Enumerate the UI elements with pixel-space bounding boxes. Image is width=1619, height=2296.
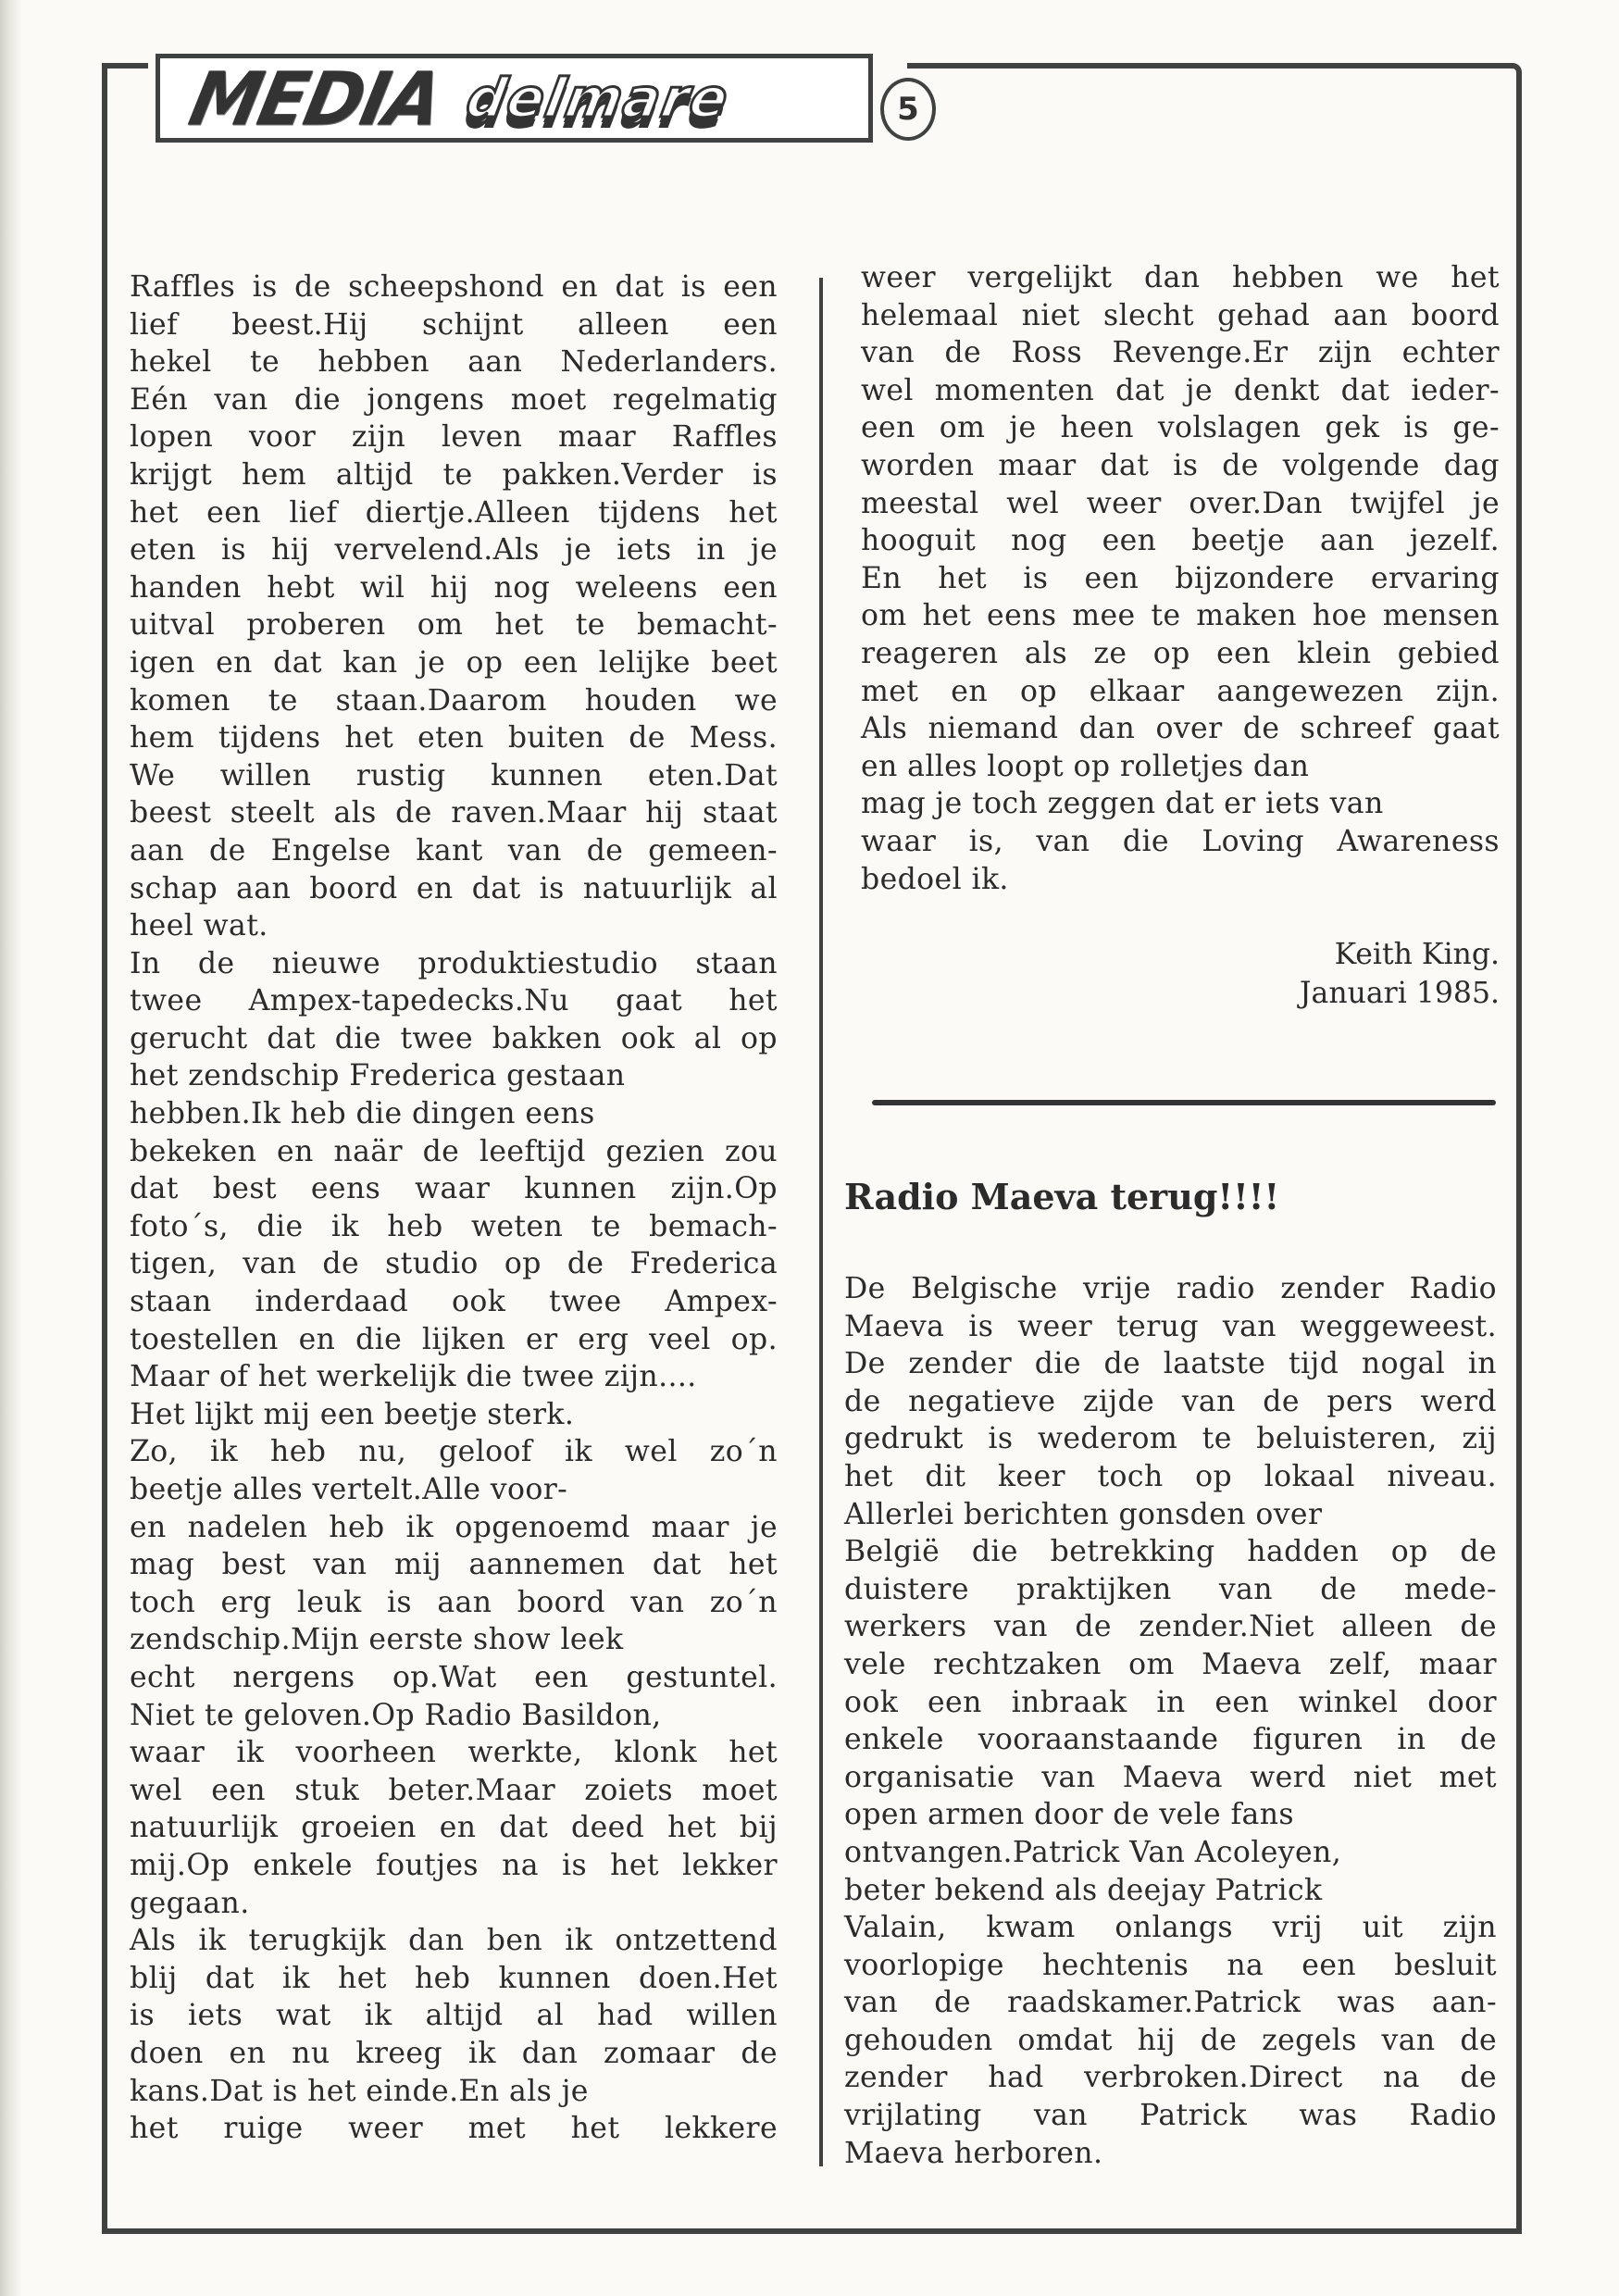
text-line: lief beest.Hij schijnt alleen een <box>130 307 778 342</box>
text-line: wel een stuk beter.Maar zoiets moet <box>130 1773 778 1807</box>
masthead-delmare-word: delmare <box>461 67 734 130</box>
text-line: kans.Dat is het einde.En als je <box>130 2074 589 2108</box>
article-right-column <box>861 259 1500 898</box>
text-line: worden maar dat is de volgende dag <box>861 448 1500 482</box>
text-line: het een lief diertje.Alleen tijdens het <box>130 495 778 530</box>
text-line: organisatie van Maeva werd niet met <box>844 1760 1497 1794</box>
text-line: toch erg leuk is aan boord van zo´n <box>130 1585 778 1619</box>
text-line: enkele vooraanstaande figuren in de <box>844 1723 1497 1757</box>
text-line: zendschip.Mijn eerste show leek <box>130 1623 624 1657</box>
text-line: en nadelen heb ik opgenoemd maar je <box>130 1510 778 1544</box>
page-number-badge <box>880 78 936 141</box>
text-line: Eén van die jongens moet regelmatig <box>130 382 778 417</box>
text-line: Als niemand dan over de schreef gaat <box>861 712 1500 746</box>
text-line: Maeva herboren. <box>844 2136 1103 2170</box>
text-line: het dit keer toch op lokaal niveau. <box>844 1459 1497 1493</box>
text-line: staan inderdaad ook twee Ampex- <box>130 1285 778 1319</box>
text-line: gehouden omdat hij de zegels van de <box>844 2023 1497 2057</box>
text-line: bedoel ik. <box>861 862 1009 896</box>
text-line: beter bekend als deejay Patrick <box>844 1873 1323 1907</box>
text-line: vrijlating van Patrick was Radio <box>844 2099 1497 2133</box>
text-line: hooguit nog een beetje aan jezelf. <box>861 524 1500 558</box>
text-line: komen te staan.Daarom houden we <box>130 683 778 718</box>
text-line: toestellen en die lijken er erg veel op. <box>130 1322 778 1356</box>
text-line: aan de Engelse kant van de gemeen- <box>130 833 778 867</box>
text-line: dat best eens waar kunnen zijn.Op <box>130 1172 778 1206</box>
text-line: lopen voor zijn leven maar Raffles <box>130 420 778 455</box>
text-line: het ruige weer met het lekkere <box>130 2112 778 2146</box>
text-line: Valain, kwam onlangs vrij uit zijn <box>844 1911 1497 1945</box>
book-binding-edge <box>0 0 22 2296</box>
text-line: mag je toch zeggen dat er iets van <box>861 787 1384 821</box>
text-line: In de nieuwe produktiestudio staan <box>130 946 778 980</box>
text-line: helemaal niet slecht gehad aan boord <box>861 298 1500 332</box>
text-line: het zendschip Frederica gestaan <box>130 1059 626 1093</box>
text-line: En het is een bijzondere ervaring <box>861 561 1500 595</box>
text-line: igen en dat kan je op een lelijke beet <box>130 645 778 680</box>
text-line: heel wat. <box>130 909 268 943</box>
masthead-logo <box>156 54 873 143</box>
text-line: waar is, van die Loving Awareness <box>861 824 1500 858</box>
text-line: eten is hij vervelend.Als je iets in je <box>130 533 778 568</box>
text-line: vele rechtzaken om Maeva zelf, maar <box>844 1647 1497 1681</box>
text-line: blij dat ik het heb kunnen doen.Het <box>130 1961 778 1995</box>
text-line: wel momenten dat je denkt dat ieder- <box>861 373 1500 407</box>
text-line: handen hebt wil hij nog weleens een <box>130 570 778 605</box>
article-heading: Radio Maeva terug!!!! <box>844 1176 1280 1217</box>
maeva-article-body <box>844 1270 1497 2172</box>
text-line: hekel te hebben aan Nederlanders. <box>130 345 778 380</box>
text-line: ontvangen.Patrick Van Acoleyen, <box>844 1835 1342 1869</box>
text-line: werkers van de zender.Niet alleen de <box>844 1610 1497 1644</box>
text-line: Maeva is weer terug van weggeweest. <box>844 1309 1497 1343</box>
text-line: beetje alles vertelt.Alle voor- <box>130 1473 568 1506</box>
text-line: waar ik voorheen werkte, klonk het <box>130 1736 778 1770</box>
text-line: Als ik terugkijk dan ben ik ontzettend <box>130 1924 778 1958</box>
text-line: reageren als ze op een klein gebied <box>861 636 1500 670</box>
section-divider-rule <box>872 1100 1496 1105</box>
article-signature <box>861 935 1500 1013</box>
text-line: mij.Op enkele foutjes na is het lekker <box>130 1848 778 1882</box>
text-line: gerucht dat die twee bakken ook al op <box>130 1021 778 1055</box>
text-line: mag best van mij aannemen dat het <box>130 1548 778 1582</box>
text-line: Niet te geloven.Op Radio Basildon, <box>130 1698 662 1732</box>
text-line: doen en nu kreeg ik dan zomaar de <box>130 2036 778 2070</box>
text-line: een om je heen volslagen gek is ge- <box>861 411 1500 445</box>
signature-author: Keith King. <box>1334 938 1500 971</box>
text-line: ook een inbraak in een winkel door <box>844 1685 1497 1719</box>
text-line: echt nergens op.Wat een gestuntel. <box>130 1660 778 1694</box>
text-line: Allerlei berichten gonsden over <box>844 1497 1323 1531</box>
text-line: meestal wel weer over.Dan twijfel je <box>861 486 1500 520</box>
article-left-column <box>130 268 778 2148</box>
text-line: België die betrekking hadden op de <box>844 1535 1497 1569</box>
text-line: krijgt hem altijd te pakken.Verder is <box>130 457 778 492</box>
text-line: de negatieve zijde van de pers werd <box>844 1384 1497 1418</box>
signature-date: Januari 1985. <box>1299 977 1500 1010</box>
text-line: twee Ampex-tapedecks.Nu gaat het <box>130 984 778 1018</box>
text-line: om het eens mee te maken hoe mensen <box>861 599 1500 633</box>
text-line: De Belgische vrije radio zender Radio <box>844 1272 1497 1305</box>
column-divider <box>819 278 823 2166</box>
text-line: gegaan. <box>130 1886 250 1920</box>
page-number: 5 <box>897 91 919 128</box>
text-line: uitval proberen om het te bemacht- <box>130 608 778 643</box>
text-line: duistere praktijken van de mede- <box>844 1572 1497 1606</box>
text-line: Raffles is de scheepshond en dat is een <box>130 270 778 304</box>
masthead-media-word: MEDIA <box>182 55 449 142</box>
text-line: De zender die de laatste tijd nogal in <box>844 1347 1497 1381</box>
text-line: zender had verbroken.Direct na de <box>844 2061 1497 2095</box>
text-line: hebben.Ik heb die dingen eens <box>130 1097 595 1131</box>
text-line: We willen rustig kunnen eten.Dat <box>130 758 778 792</box>
text-line: hem tijdens het eten buiten de Mess. <box>130 721 778 755</box>
text-line: met en op elkaar aangewezen zijn. <box>861 674 1500 708</box>
text-line: schap aan boord en dat is natuurlijk al <box>130 871 778 905</box>
text-line: Het lijkt mij een beetje sterk. <box>130 1397 575 1431</box>
text-line: tigen, van de studio op de Frederica <box>130 1247 778 1281</box>
text-line: gedrukt is wederom te beluisteren, zij <box>844 1422 1497 1456</box>
text-line: bekeken en naär de leeftijd gezien zou <box>130 1134 778 1168</box>
text-line: beest steelt als de raven.Maar hij staat <box>130 796 778 830</box>
text-line: foto´s, die ik heb weten te bemach- <box>130 1209 778 1243</box>
text-line: van de raadskamer.Patrick was aan- <box>844 1986 1497 2020</box>
text-line: is iets wat ik altijd al had willen <box>130 1999 778 2033</box>
text-line: Zo, ik heb nu, geloof ik wel zo´n <box>130 1435 778 1469</box>
text-line: en alles loopt op rolletjes dan <box>861 749 1310 783</box>
text-line: weer vergelijkt dan hebben we het <box>861 261 1500 294</box>
text-line: van de Ross Revenge.Er zijn echter <box>861 336 1500 370</box>
text-line: Maar of het werkelijk die twee zijn.... <box>130 1360 697 1394</box>
text-line: open armen door de vele fans <box>844 1798 1294 1832</box>
text-line: voorlopige hechtenis na een besluit <box>844 1948 1497 1982</box>
text-line: natuurlijk groeien en dat deed het bij <box>130 1811 778 1845</box>
